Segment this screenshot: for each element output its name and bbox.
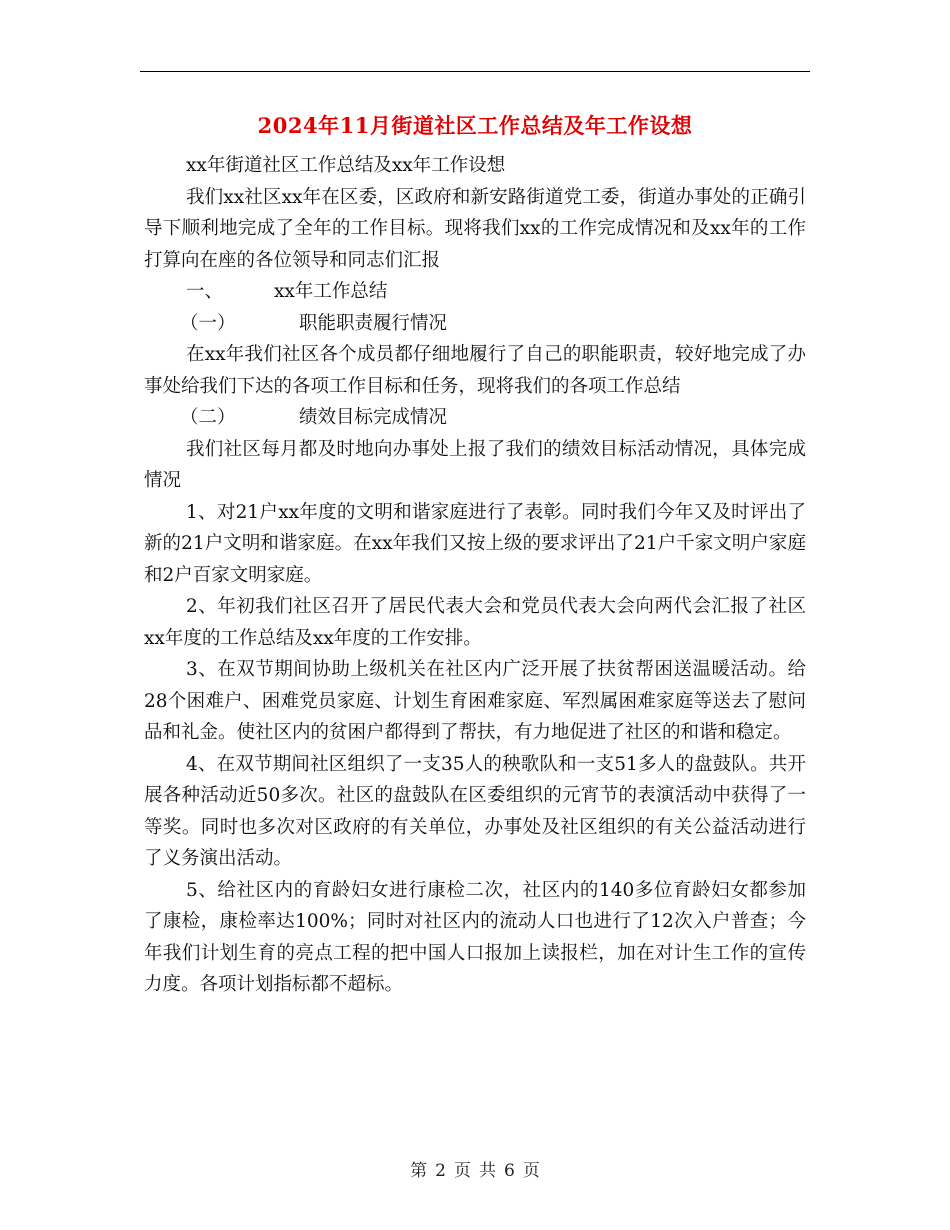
footer-text: 页: [454, 1161, 471, 1181]
section-number: 一、: [186, 281, 224, 302]
footer-text: 页: [522, 1161, 540, 1181]
paragraph: 我们xx社区xx年在区委，区政府和新安路街道党工委，街道办事处的正确引导下顺利地完成了全年的工作目标。现将我们xx的工作完成情况和及xx年的工作打算向在座的各位领导和同志们汇报: [144, 186, 806, 271]
paragraph: 我们社区每月都及时地向办事处上报了我们的绩效目标活动情况，具体完成情况: [144, 438, 806, 491]
section-heading-1: [144, 276, 806, 308]
document-title: 2024年11月街道社区工作总结及年工作设想: [257, 113, 693, 138]
paragraph: 2、年初我们社区召开了居民代表大会和党员代表大会向两代会汇报了社区xx年度的工作总结及xx年度的工作安排。: [144, 596, 806, 649]
paragraph: 4、在双节期间社区组织了一支35人的秧歌队和一支51多人的盘鼓队。共开展各种活动近50多次。社区的盘鼓队在区委组织的元宵节的表演活动中获得了一等奖。同时也多次对区政府的有关单位，办事处及社区组织的有关公益活动进行了义务演出活动。: [144, 753, 806, 869]
header-rule: [140, 71, 810, 72]
paragraph: 在xx年我们社区各个成员都仔细地履行了自己的职能职责，较好地完成了办事处给我们下达的各项工作目标和任务，现将我们的各项工作总结: [144, 344, 806, 397]
paragraph: 3、在双节期间协助上级机关在社区内广泛开展了扶贫帮困送温暖活动。给28个困难户、困难党员家庭、计划生育困难家庭、军烈属困难家庭等送去了慰问品和礼金。使社区内的贫困户都得到了帮扶，有力地促进了社区的和谐和稳定。: [144, 659, 806, 743]
subsection-title: 职能职责履行情况: [299, 312, 448, 334]
footer-text: 第: [410, 1161, 428, 1181]
subsection-number: （二）: [180, 407, 236, 428]
subsection-title: 绩效目标完成情况: [299, 407, 448, 428]
paragraph: xx年街道社区工作总结及xx年工作设想: [186, 155, 506, 176]
subsection-heading-1: [144, 308, 806, 340]
paragraph: 5、给社区内的育龄妇女进行康检二次，社区内的140多位育龄妇女都参加了康检，康检率达100%；同时对社区内的流动人口也进行了12次入户普查；今年我们计划生育的亮点工程的把中国人口报加上读报栏，加在对计生工作的宣传力度。各项计划指标都不超标。: [144, 879, 806, 995]
paragraph: 1、对21户xx年度的文明和谐家庭进行了表彰。同时我们今年又及时评出了新的21户文明和谐家庭。在xx年我们又按上级的要求评出了21户千家文明户家庭和2户百家文明家庭。: [144, 501, 806, 586]
subsection-number: （一）: [180, 312, 236, 334]
page-total: 6: [504, 1161, 515, 1181]
subsection-heading-2: [144, 402, 806, 434]
page-footer: [0, 1156, 950, 1181]
document-body: [144, 150, 806, 1001]
footer-text: 共: [479, 1161, 496, 1181]
page-number: 2: [435, 1161, 446, 1181]
section-title: xx年工作总结: [274, 281, 388, 302]
